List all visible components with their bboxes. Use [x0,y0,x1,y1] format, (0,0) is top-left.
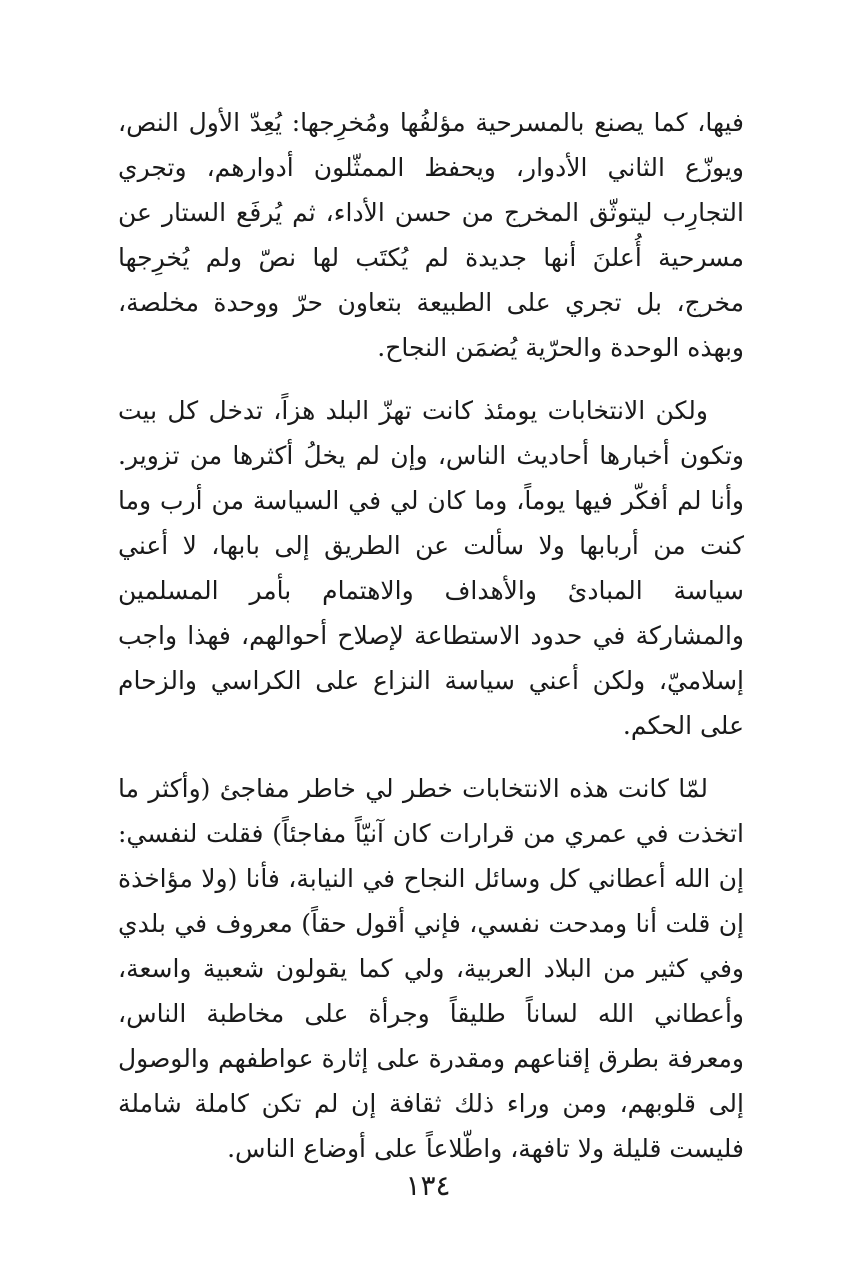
paragraph-3: لمّا كانت هذه الانتخابات خطر لي خاطر مفاجئ (وأكثر ما اتخذت في عمري من قرارات كان آنيّاً مفاجئاً) فقلت لنفسي: إن الله أعطاني كل وسائل النجاح في النيابة، فأنا (ولا مؤاخذة إن قلت أنا ومدحت نفسي، فإني أقول حقاً) معروف في بلدي وفي كثير من البلاد العربية، ولي كما يقولون شعبية واسعة، وأعطاني الله لساناً طليقاً وجرأة على مخاطبة الناس، ومعرفة بطرق إقناعهم ومقدرة على إثارة عواطفهم والوصول إلى قلوبهم، ومن وراء ذلك ثقافة إن لم تكن كاملة شاملة فليست قليلة ولا تافهة، واطّلاعاً على أوضاع الناس. [118,774,744,1163]
page-number: ١٣٤ [405,1169,451,1202]
page-body [118,100,744,1171]
paragraph-2: ولكن الانتخابات يومئذ كانت تهزّ البلد هزاً، تدخل كل بيت وتكون أخبارها أحاديث الناس، وإن لم يخلُ أكثرها من تزوير. وأنا لم أفكّر فيها يوماً، وما كان لي في السياسة من أرب وما كنت من أربابها ولا سألت عن الطريق إلى بابها، لا أعني سياسة المبادئ والأهداف والاهتمام بأمر المسلمين والمشاركة في حدود الاستطاعة لإصلاح أحوالهم، فهذا واجب إسلاميّ، ولكن أعني سياسة النزاع على الكراسي والزحام على الحكم. [118,396,744,740]
paragraph-1: فيها، كما يصنع بالمسرحية مؤلفُها ومُخرِجها: يُعِدّ الأول النص، ويوزّع الثاني الأدوار، ويحفظ الممثّلون أدوارهم، وتجري التجارِب ليتوثّق المخرج من حسن الأداء، ثم يُرفَع الستار عن مسرحية أُعلنَ أنها جديدة لم يُكتَب لها نصّ ولم يُخرِجها مخرج، بل تجري على الطبيعة بتعاون حرّ ووحدة مخلصة، وبهذه الوحدة والحرّية يُضمَن النجاح. [118,108,744,362]
